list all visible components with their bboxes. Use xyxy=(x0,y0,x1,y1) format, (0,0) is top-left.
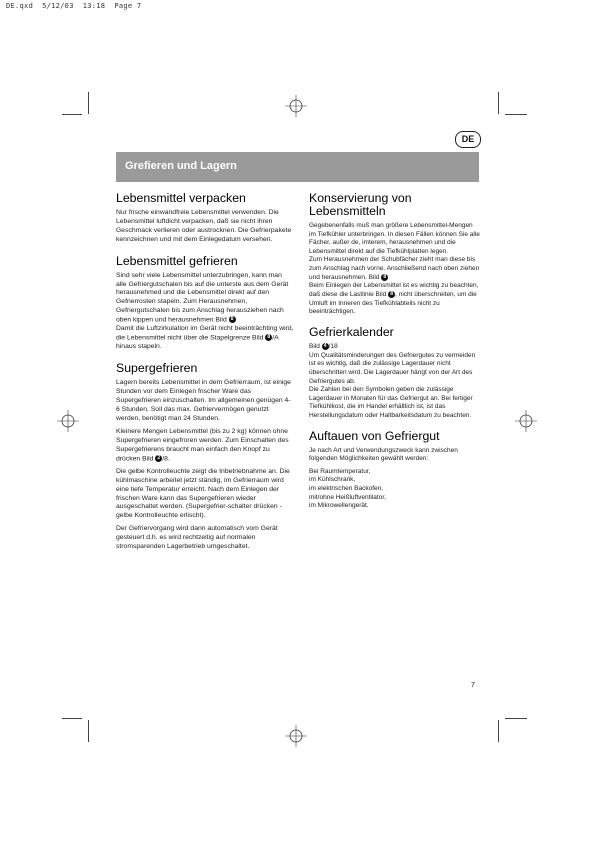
paragraph xyxy=(116,272,294,353)
paragraph: Nur frische einwandfreie Lebensmittel verwenden. Die Lebensmittel luftdicht verpacken, daß sie nicht ihren Geschmack verlieren oder austrocknen. Die Gefrierpakete kennzeichnen und mit dem Einlegedatum versehen. xyxy=(116,209,292,243)
list-item: im elektrischen Backofen, xyxy=(309,484,384,492)
registration-mark-icon xyxy=(57,410,79,432)
language-badge: DE xyxy=(455,131,481,148)
right-column xyxy=(309,190,481,515)
paragraph-text: Gegebenenfalls muß man größere Lebensmittel-Mengen im Tiefkühler unterbringen. In diesen Fällen können Sie alle Fächer, außer de, imterem, herausnehmen und die Lebensmittel direkt auf die Tiefkühlplatten legen. xyxy=(309,222,480,255)
heading-lebensmittel-verpacken: Lebensmittel verpacken xyxy=(116,191,246,205)
heading-supergefrieren: Supergefrieren xyxy=(116,361,198,376)
paragraph-text: Damit die Luftzirkulation im Gerät nicht beeinträchting wird, die Lebensmittel nicht über die Stapelgrenze Bild xyxy=(116,325,294,342)
paragraph: Lagern bereits Lebensmittel in dem Gefrierraum, ist einige Stunden vor dem Einlegen frischer Ware das Supergefrieren einzuschalten. Im allgemeinen genügen 4-6 Stunden. Soll das max. Gefriervermögen genutzt werden, benötigt man 24 Stunden. xyxy=(116,379,291,422)
figure-number-icon: 8 xyxy=(381,274,388,281)
print-slug: DE.qxd 5/12/03 13:18 Page 7 xyxy=(6,2,142,10)
heading-auftauen: Auftauen von Gefriergut xyxy=(309,428,440,443)
list-item: Bei Raumtemperatur, xyxy=(309,467,371,475)
crop-mark xyxy=(88,92,89,114)
paragraph-text: , nicht überschreiten, um die Umluft im Inneren des Tiefkühlabteils nicht zu beeinträchtigen. xyxy=(309,291,477,316)
paragraph-text: /18 xyxy=(328,343,338,351)
paragraph xyxy=(309,343,481,421)
paragraph-text: Kleinere Mengen Lebensmittel (bis zu 2 kg) können ohne Supergefrieren eingefroren werden. Zum Einschalten des Supergefrierens braucht man einfach den Knopf zu drücken Bild xyxy=(116,427,289,462)
page-number: 7 xyxy=(471,682,475,689)
paragraph: Je nach Art und Verwendungszweck kann zwischen folgenden Möglichkeiten gewählt werden: xyxy=(309,446,458,463)
registration-mark-icon xyxy=(285,95,307,117)
crop-mark xyxy=(62,718,82,719)
paragraph-text: /A hinaus stapeln. xyxy=(116,334,279,351)
registration-mark-icon xyxy=(285,725,307,747)
paragraph: Die gelbe Kontrolleuchte zeigt die Inbetriebnahme an. Die kühlmaschine arbeitet jetzt ständig, im Gefrierraum wird eine tiefe Temperatur erreicht. Nach dem Einlegen der frischen Ware kann das Supergefrieren wieder ausgeschaltet werden. (Supergefrier-schalter drücken - gelbe Kontrolleuchte erlischt). xyxy=(116,467,290,520)
section-banner xyxy=(116,152,479,182)
crop-mark xyxy=(505,114,527,115)
figure-number-icon: 4 xyxy=(322,343,329,350)
paragraph-text: Die Zahlen bei den Symbolen geben die zulässige Lagerdauer in Monaten für das Gefriergut an. Bei fertiger Tiefkühlkost, die im Handel erhältlich ist, ist das Herstellungsdatum oder Haltbarkeitsdatum zu beachten. xyxy=(309,386,473,419)
paragraph-text: Zum Herausnehmen der Schubfächer zieht man diese bis zum Anschlag nach vorne. Anschließend nach oben ziehen und herausnehmen. Bild xyxy=(309,256,480,281)
paragraph: Der Gefriervorgang wird dann automatisch vom Gerät gesteuert d.h. es wird rechtzeitig auf normalen stromsparenden Lagerbetrieb umgeschaltet. xyxy=(116,525,278,551)
crop-mark xyxy=(505,718,527,719)
figure-number-icon: 8 xyxy=(229,316,236,323)
list-item: im Mikrowellengerät. xyxy=(309,502,369,510)
heading-konservierung: Konservierung von Lebensmitteln xyxy=(309,191,412,218)
list-item: im Kühlschrank, xyxy=(309,476,356,484)
registration-mark-icon xyxy=(515,410,537,432)
crop-mark xyxy=(498,720,499,742)
paragraph xyxy=(309,222,481,317)
figure-number-icon: 2 xyxy=(155,455,162,462)
paragraph-text: Beim Einlegen der Lebensmittel ist es wichtig zu beachten, daß diese die Lastlinie Bild xyxy=(309,282,479,299)
figure-number-icon: 8 xyxy=(265,334,272,341)
crop-mark xyxy=(498,92,499,114)
left-column xyxy=(116,190,294,556)
banner-title: Grefieren und Lagern xyxy=(125,160,237,172)
paragraph-text: Bild xyxy=(309,343,320,351)
figure-number-icon: 8 xyxy=(388,291,395,298)
crop-mark xyxy=(88,720,89,742)
paragraph-text: /8. xyxy=(162,454,170,462)
paragraph-text: Sind sehr viele Lebensmittel unterzubringen, kann man alle Gefriergutschalen bis auf die unterste aus dem Gerät herausnehmed und die Lebensmittel direkt auf den Gefrierrosten stapeln. Zum Herausnehmen, Gefriergutschalen bis zum Anschlag herausziehen nach oben kippen und herausnehmen Bild xyxy=(116,271,289,324)
crop-mark xyxy=(62,114,82,115)
heading-gefrierkalender: Gefrierkalender xyxy=(309,324,394,339)
paragraph xyxy=(116,428,294,464)
list-item: mit/ohne Heißluftventilator, xyxy=(309,493,386,501)
method-list xyxy=(309,468,481,511)
paragraph-text: Um Qualitätsminderungen des Gefriergutes zu vermeiden ist es wichtig, daß die zulässige Lagerdauer nicht überschritten wird. Die Lagerdauer hängt von der Art des Gefriergutes ab. xyxy=(309,351,476,385)
heading-lebensmittel-gefrieren: Lebensmittel gefrieren xyxy=(116,253,238,268)
